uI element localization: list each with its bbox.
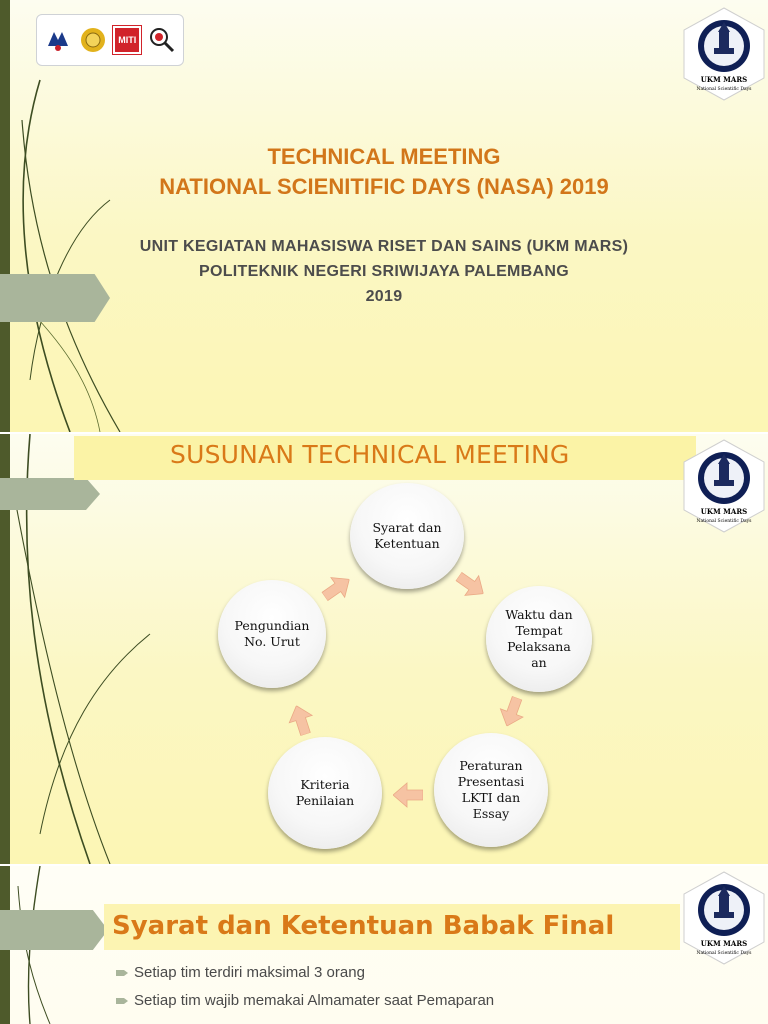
agenda-title: SUSUNAN TECHNICAL MEETING bbox=[170, 440, 570, 469]
magnifier-logo bbox=[148, 26, 176, 54]
seal-title: UKM MARS bbox=[700, 939, 748, 948]
cycle-node-syarat: Syarat dan Ketentuan bbox=[350, 483, 464, 589]
seal-subtitle: National Scientific Days bbox=[696, 519, 752, 524]
cycle-node-peraturan: Peraturan Presentasi LKTI dan Essay bbox=[434, 733, 548, 847]
seal-subtitle: National Scientific Days bbox=[696, 951, 752, 956]
cycle-node-pengundian: Pengundian No. Urut bbox=[218, 580, 326, 688]
left-accent-bar bbox=[0, 0, 10, 432]
title-block bbox=[0, 142, 768, 202]
list-item-text: Setiap tim terdiri maksimal 3 orang bbox=[134, 964, 365, 981]
list-item-text: Setiap tim wajib memakai Almamater saat Pemaparan bbox=[134, 992, 495, 1009]
bullet-arrow-icon bbox=[116, 997, 128, 1005]
list-item bbox=[116, 962, 494, 984]
cycle-arrow-icon bbox=[393, 782, 423, 808]
organizer-institution: POLITEKNIK NEGERI SRIWIJAYA PALEMBANG bbox=[199, 263, 569, 280]
ukm-mars-seal bbox=[680, 870, 768, 966]
organizer-year: 2019 bbox=[365, 288, 403, 305]
ukm-mars-seal bbox=[680, 438, 768, 534]
miti-logo bbox=[113, 26, 141, 54]
event-title: NATIONAL SCIENITIFIC DAYS (NASA) 2019 bbox=[159, 174, 609, 199]
slide-title bbox=[0, 0, 768, 432]
organizer-block bbox=[0, 234, 768, 309]
seal-title: UKM MARS bbox=[700, 507, 748, 516]
requirements-title: Syarat dan Ketentuan Babak Final bbox=[112, 911, 615, 941]
miti-logo-text: MITI bbox=[118, 35, 137, 45]
emblem-logo bbox=[79, 26, 107, 54]
seal-subtitle: National Scientific Days bbox=[696, 87, 752, 92]
institution-logo bbox=[44, 26, 72, 54]
ukm-mars-seal bbox=[680, 6, 768, 102]
tab-arrow bbox=[0, 910, 108, 950]
cycle-node-kriteria: Kriteria Penilaian bbox=[268, 737, 382, 849]
seal-title: UKM MARS bbox=[700, 75, 748, 84]
partner-logos bbox=[36, 14, 184, 66]
meeting-title: TECHNICAL MEETING bbox=[267, 144, 501, 169]
requirements-list bbox=[116, 962, 494, 1018]
organizer-name: UNIT KEGIATAN MAHASISWA RISET DAN SAINS (UKM MARS) bbox=[139, 238, 629, 255]
list-item bbox=[116, 990, 494, 1012]
tab-arrow bbox=[0, 478, 100, 510]
bullet-arrow-icon bbox=[116, 969, 128, 977]
cycle-node-waktu: Waktu dan Tempat Pelaksana an bbox=[486, 586, 592, 692]
